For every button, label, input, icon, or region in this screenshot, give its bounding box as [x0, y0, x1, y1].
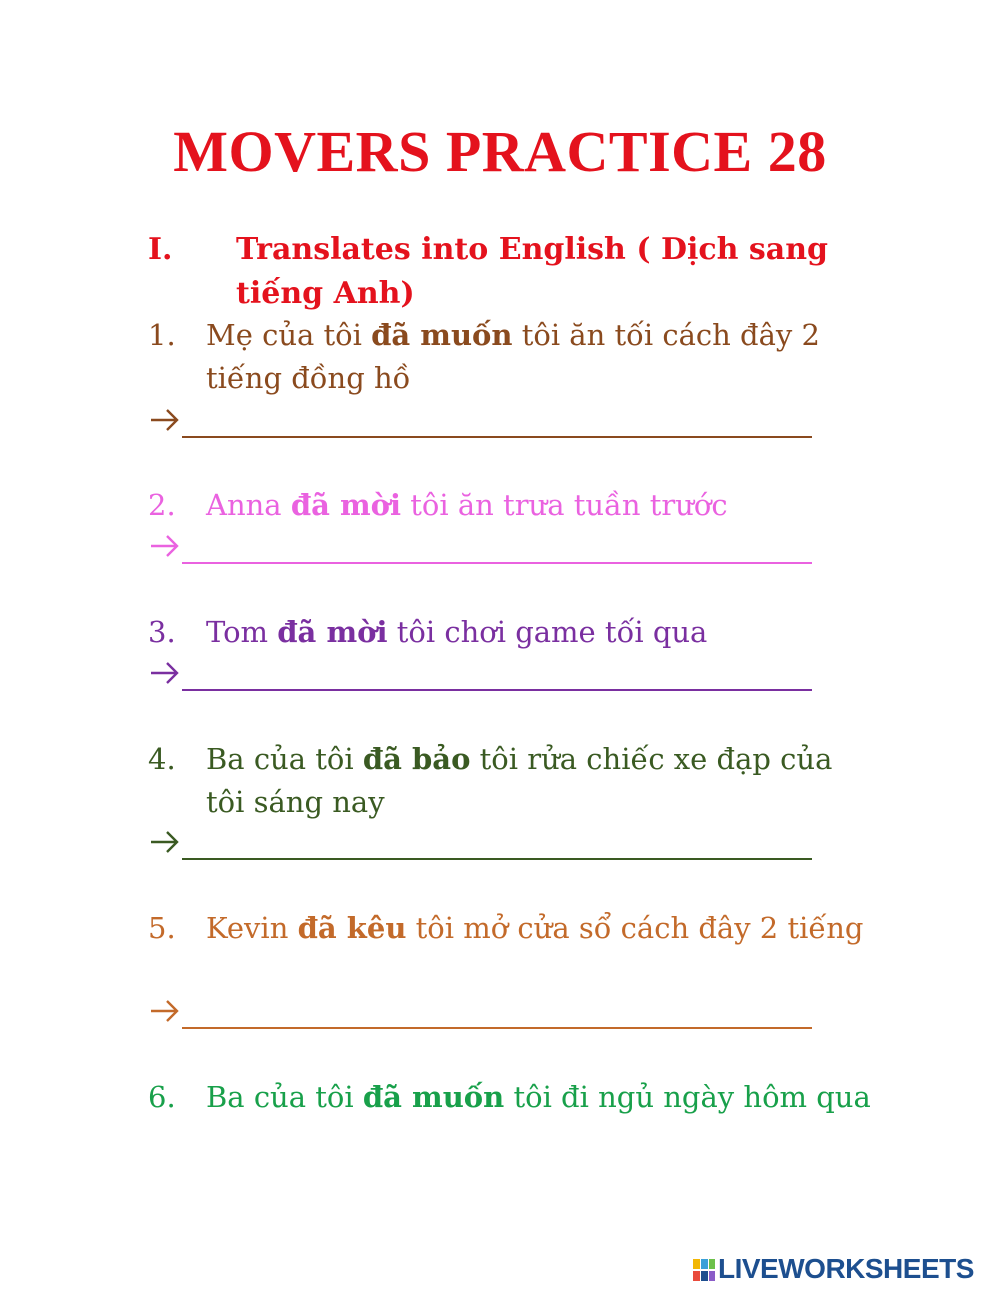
question-text [206, 738, 876, 824]
question-number: 1. [148, 318, 176, 352]
question-text-bold: đã kêu [297, 911, 407, 945]
section-heading-text: Translates into English ( Dịch sang tiếng Anh) [236, 232, 829, 311]
question-text [206, 611, 876, 654]
question-number: 3. [148, 615, 176, 649]
question-text-post: tôi ăn tối cách đây 2 tiếng đồng hồ [206, 318, 820, 395]
answer-line-4[interactable] [148, 825, 818, 865]
section-number: I. [148, 232, 173, 267]
answer-underline [182, 562, 812, 564]
question-text-post: tôi mở cửa sổ cách đây 2 tiếng [406, 911, 864, 945]
question-text-bold: đã mời [277, 615, 388, 649]
question-text-pre: Ba của tôi [206, 1080, 363, 1114]
answer-line-3[interactable] [148, 656, 818, 696]
question-number: 6. [148, 1080, 176, 1114]
question-number: 4. [148, 742, 176, 776]
answer-line-5[interactable] [148, 994, 818, 1034]
question-text-pre: Ba của tôi [206, 742, 363, 776]
right-arrow-icon [148, 529, 182, 563]
answer-underline [182, 436, 812, 438]
question-text-pre: Kevin [206, 911, 298, 945]
logo-blocks-icon [692, 1258, 716, 1282]
question-text-pre: Anna [206, 488, 291, 522]
question-text-post: tôi rửa chiếc xe đạp của tôi sáng nay [206, 742, 833, 819]
logo-wordmark: LIVEWORKSHEETS [718, 1253, 974, 1284]
question-number: 5. [148, 911, 176, 945]
question-text [206, 907, 876, 950]
worksheet-title: MOVERS PRACTICE 28 [173, 119, 827, 184]
question-text [206, 314, 876, 400]
question-number: 2. [148, 488, 176, 522]
right-arrow-icon [148, 825, 182, 859]
question-text [206, 1076, 876, 1119]
question-text-post: tôi chơi game tối qua [387, 615, 708, 649]
question-text-post: tôi đi ngủ ngày hôm qua [504, 1080, 871, 1114]
answer-line-2[interactable] [148, 529, 818, 569]
answer-underline [182, 689, 812, 691]
question-text-bold: đã bảo [362, 742, 471, 776]
question-text-bold: đã muốn [362, 1080, 505, 1114]
question-text-bold: đã muốn [371, 318, 513, 352]
right-arrow-icon [148, 403, 182, 437]
right-arrow-icon [148, 656, 182, 690]
answer-underline [182, 858, 812, 860]
question-text [206, 484, 876, 527]
right-arrow-icon [148, 994, 182, 1028]
answer-underline [182, 1027, 812, 1029]
question-text-bold: đã mời [290, 488, 402, 522]
question-text-pre: Mẹ của tôi [206, 318, 372, 352]
question-text-post: tôi ăn trưa tuần trước [401, 488, 728, 522]
answer-line-1[interactable] [148, 403, 818, 443]
question-text-pre: Tom [206, 615, 278, 649]
